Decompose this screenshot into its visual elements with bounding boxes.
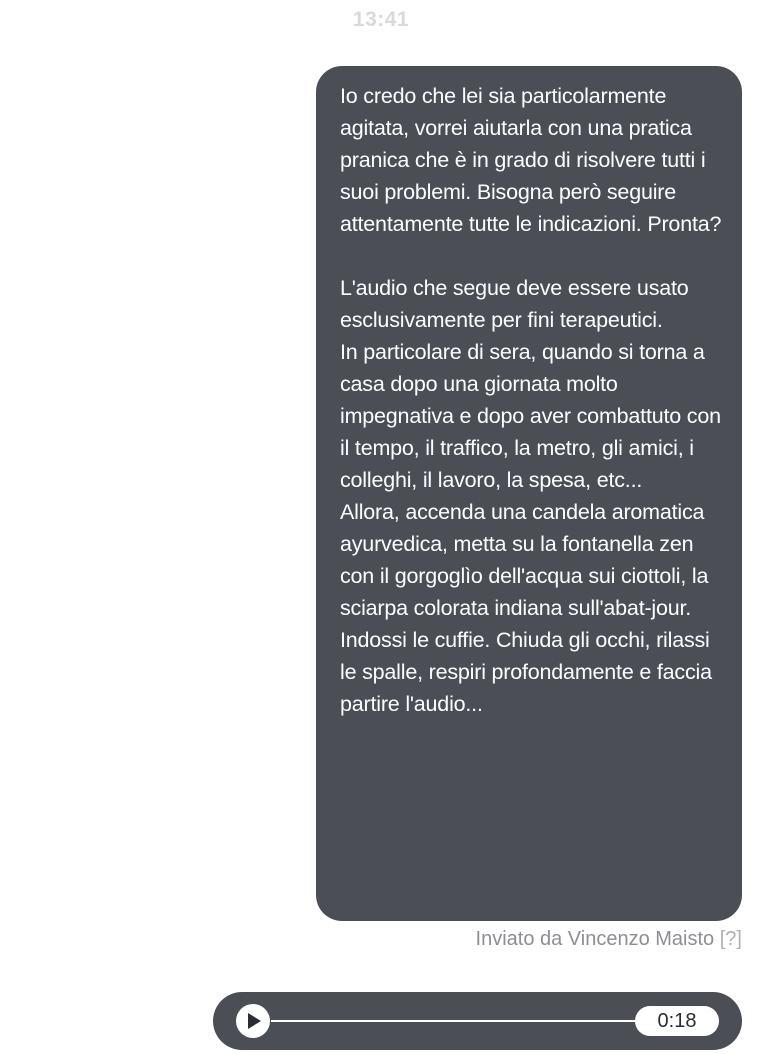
message-timestamp: 13:41 bbox=[352, 8, 410, 31]
audio-duration: 0:18 bbox=[635, 1006, 719, 1036]
message-bubble[interactable] bbox=[316, 66, 742, 921]
sender-info bbox=[476, 928, 742, 951]
play-button[interactable] bbox=[236, 1004, 270, 1038]
message-paragraph: Io credo che lei sia particolarmente agitata, vorrei aiutarla con una pratica pranica che è in grado di risolvere tutti i suoi problemi. Bisogna però seguire attentamente tutte le indicazioni. Pronta? bbox=[340, 84, 722, 236]
help-link[interactable]: [?] bbox=[719, 928, 742, 950]
sender-label: Inviato da Vincenzo Maisto bbox=[475, 928, 715, 950]
audio-message[interactable] bbox=[213, 992, 742, 1050]
play-icon bbox=[248, 1013, 261, 1029]
message-paragraph: L'audio che segue deve essere usato esclusivamente per fini terapeutici. In particolare di sera, quando si torna a casa dopo una giornata molto impegnativa e dopo aver combattuto con il tempo, il traffico, la metro, gli amici, i colleghi, il lavoro, la spesa, etc... Allora, accenda una candela aromatica ayurvedica, metta su la fontanella zen con il gorgoglìo dell'acqua sui ciottoli, la sciarpa colorata indiana sull'abat-jour. Indossi le cuffie. Chiuda gli occhi, rilassi le spalle, respiri profondamente e faccia partire l'audio... bbox=[340, 276, 721, 716]
